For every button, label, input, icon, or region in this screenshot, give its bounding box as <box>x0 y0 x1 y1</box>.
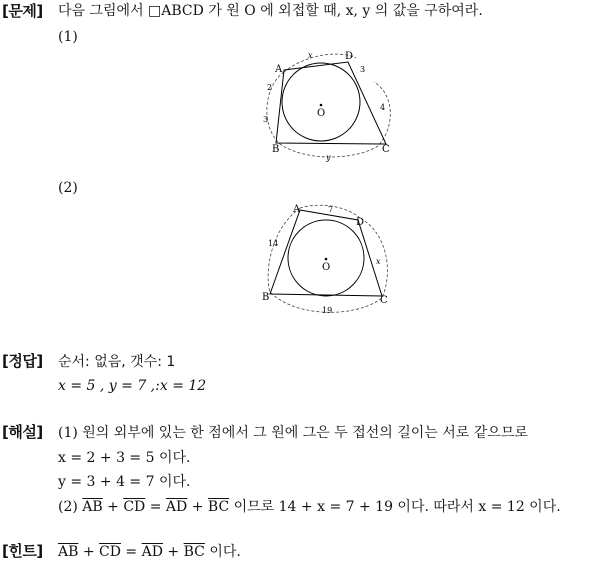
segment-ad: $\overline{AD}$ <box>165 499 188 515</box>
fig2-length-14: 14 <box>268 239 279 248</box>
solution-line-3: y = 3 + 4 = 7 이다. <box>58 474 191 490</box>
fig1-length-3-right: 3 <box>360 65 366 74</box>
hint-segment-ab: $\overline{AB}$ <box>58 544 79 560</box>
solution-line-4: (2) $\overline{AB} + \overline{CD} = \overline{AD} + \overline{BC}$ 이므로 14 + x = 7 + 19 이다. 따라서 x = 12 이다. <box>58 499 561 515</box>
fig2-length-19: 19 <box>322 306 333 315</box>
figure-2 <box>260 200 395 320</box>
fig1-length-2: 2 <box>267 83 273 92</box>
fig1-length-y: y <box>326 153 331 162</box>
segment-ab: $\overline{AB}$ <box>82 499 103 515</box>
fig1-label-A: A <box>275 64 283 75</box>
answer-line-2: x = 5 , y = 7 ,:x = 12 <box>58 378 207 394</box>
hint-segment-ad: $\overline{AD}$ <box>141 544 163 560</box>
segment-cd: $\overline{CD}$ <box>123 499 146 515</box>
fig2-label-B: B <box>262 292 270 303</box>
fig1-label-C: C <box>382 144 390 155</box>
fig2-label-D: D <box>356 217 365 228</box>
fig2-quadrilateral <box>270 210 382 296</box>
hint-tag: [힌트] <box>2 542 43 560</box>
fig2-dashed-arc <box>268 208 387 312</box>
fig1-quadrilateral <box>276 62 386 144</box>
part1-label: (1) <box>58 29 78 45</box>
solution-line-1: (1) 원의 외부에 있는 한 점에서 그 원에 그은 두 접선의 길이는 서로 같으므로 <box>58 425 528 441</box>
figure-1 <box>256 46 396 164</box>
solution-tag: [해설] <box>2 423 43 441</box>
fig2-length-7: 7 <box>328 205 334 214</box>
hint-segment-cd: $\overline{CD}$ <box>99 544 121 560</box>
fig2-length-x: x <box>376 257 381 266</box>
part2-label: (2) <box>58 180 78 196</box>
fig2-center-dot <box>325 258 328 261</box>
fig1-length-3-left: 3 <box>263 115 269 124</box>
fig1-label-D: D <box>345 51 354 62</box>
solution-line-2: x = 2 + 3 = 5 이다. <box>58 450 191 466</box>
fig1-label-O: O <box>317 108 326 119</box>
fig1-label-B: B <box>272 144 280 155</box>
fig1-length-4: 4 <box>380 103 386 112</box>
fig1-incircle <box>282 63 360 141</box>
problem-question: 다음 그림에서 □ABCD 가 원 O 에 외접할 때, x, y 의 값을 구하여라. <box>58 3 483 19</box>
fig1-center-dot <box>320 104 323 107</box>
solution-part2-suffix: 이므로 14 + x = 7 + 19 이다. 따라서 x = 12 이다. <box>233 499 561 515</box>
fig2-label-A: A <box>293 204 301 215</box>
hint-line: $\overline{AB} + \overline{CD} = \overline{AD} + \overline{BC}$ 이다. <box>58 544 241 560</box>
solution-part2-prefix: (2) <box>58 499 78 515</box>
answer-line-1: 순서: 없음, 갯수: 1 <box>58 354 176 370</box>
fig2-label-O: O <box>322 262 331 273</box>
answer-tag: [정답] <box>2 352 43 370</box>
hint-segment-bc: $\overline{BC}$ <box>183 544 205 560</box>
problem-tag: [문제] <box>2 2 43 20</box>
segment-bc: $\overline{BC}$ <box>207 499 230 515</box>
fig2-label-C: C <box>380 295 388 306</box>
fig1-length-x: x <box>308 51 313 60</box>
hint-suffix: 이다. <box>209 544 241 560</box>
